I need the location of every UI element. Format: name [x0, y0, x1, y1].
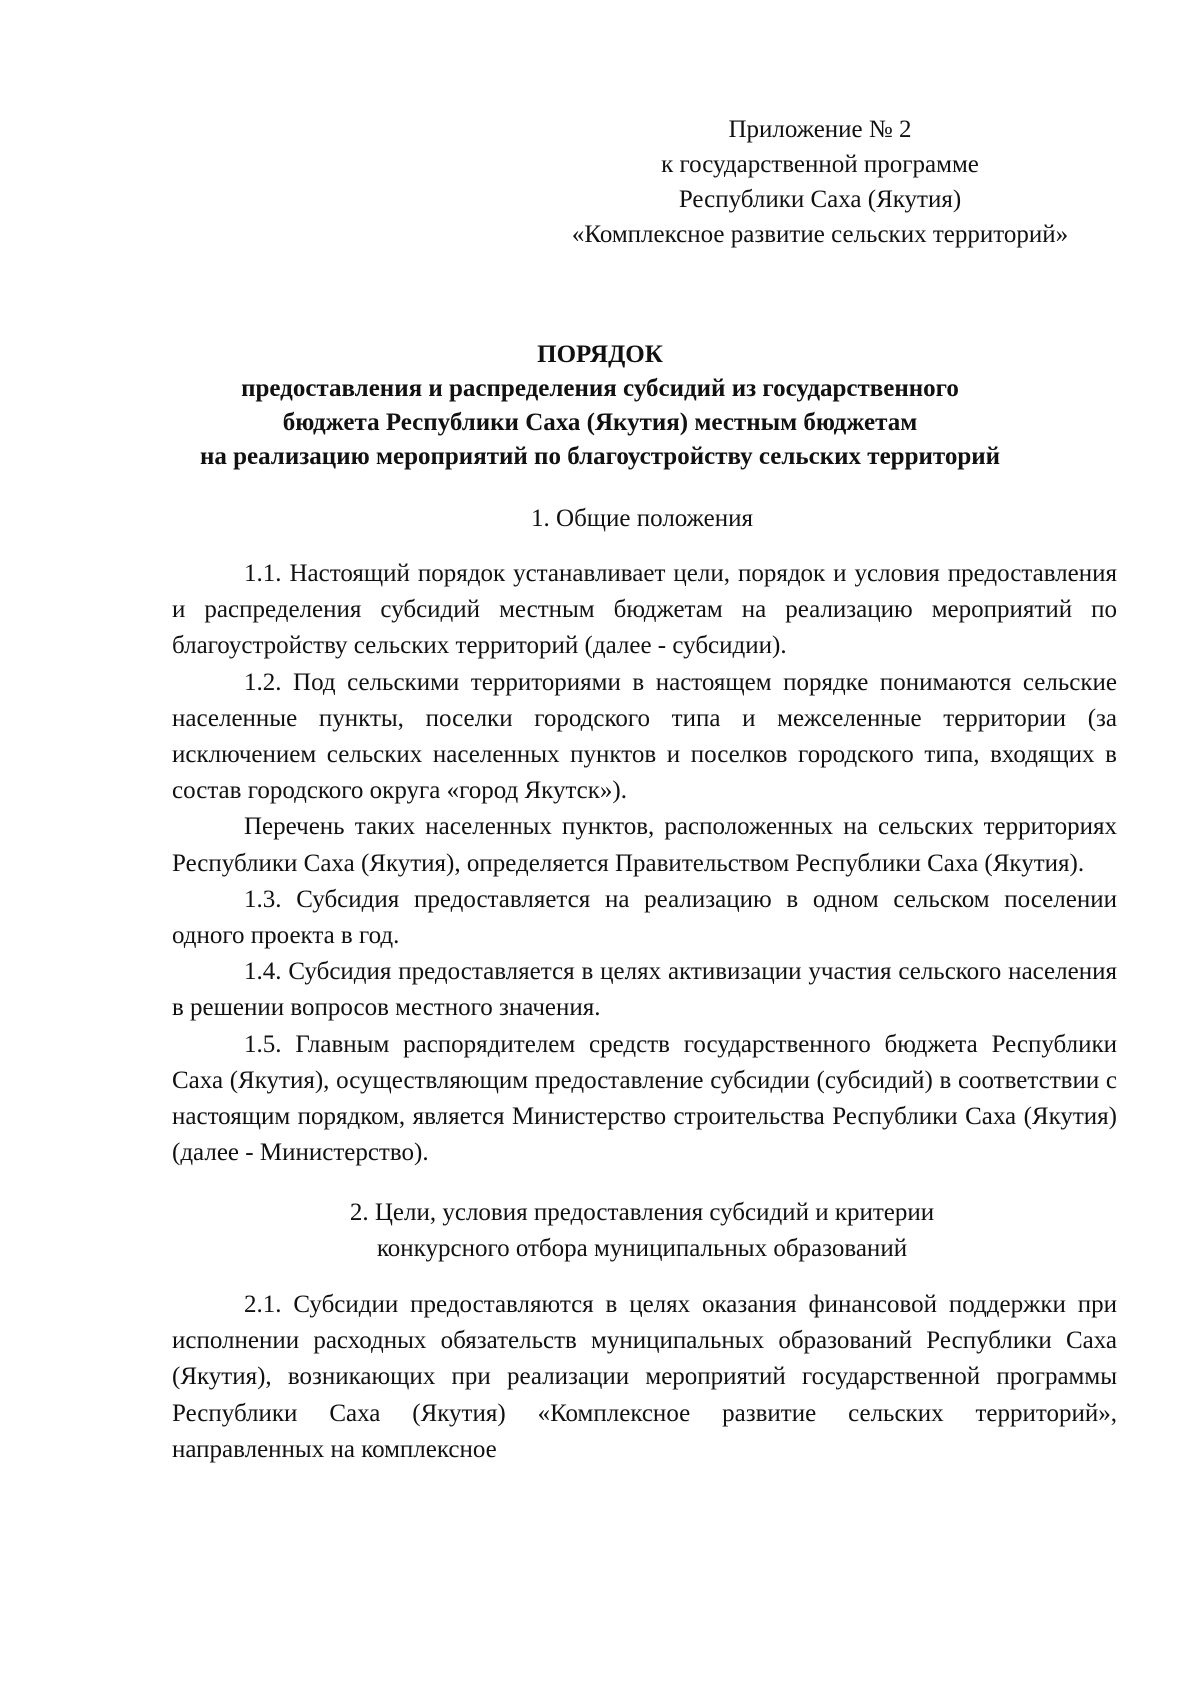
paragraph-1-2: 1.2. Под сельскими территориями в настоящем порядке понимаются сельские населенные пункты, поселки городского типа и межселенные территории (за исключением сельских населенных пунктов и поселков городского типа, входящих в состав городского округа «город Якутск»). [172, 668, 1117, 805]
annex-header [540, 112, 1100, 252]
section-2-body [172, 1287, 1117, 1468]
annex-reference: к государственной программе [661, 151, 979, 178]
section-2-heading-line-2: конкурсного отбора муниципальных образований [376, 1235, 908, 1262]
title-line-4: на реализацию мероприятий по благоустройству сельских территорий [199, 443, 1001, 470]
section-1-heading [170, 501, 1114, 537]
document-title [150, 338, 1050, 474]
paragraph-1-3: 1.3. Субсидия предоставляется на реализацию в одном сельском поселении одного проекта в год. [172, 885, 1117, 950]
paragraph-1-2-list: Перечень таких населенных пунктов, расположенных на сельских территориях Республики Саха (Якутия), определяется Правительством Республики Саха (Якутия). [172, 813, 1117, 877]
title-main: ПОРЯДОК [537, 341, 663, 368]
title-line-2: предоставления и распределения субсидий из государственного [241, 375, 959, 402]
section-1-body [172, 556, 1117, 1171]
annex-program-name: «Комплексное развитие сельских территорий» [571, 221, 1069, 248]
paragraph-1-1: 1.1. Настоящий порядок устанавливает цели, порядок и условия предоставления и распределения субсидий местным бюджетам на реализацию мероприятий по благоустройству сельских территорий (далее - субсидии). [172, 560, 1117, 660]
paragraph-2-1: 2.1. Субсидии предоставляются в целях оказания финансовой поддержки при исполнении расходных обязательств муниципальных образований Республики Саха (Якутия), возникающих при реализации мероприятий государственной программы Республики Саха (Якутия) «Комплексное развитие сельских территорий», направленных на комплексное [172, 1291, 1117, 1463]
annex-number: Приложение № 2 [728, 116, 912, 143]
section-2-heading [170, 1195, 1114, 1267]
title-line-3: бюджета Республики Саха (Якутия) местным бюджетам [282, 409, 918, 436]
paragraph-1-5: 1.5. Главным распорядителем средств государственного бюджета Республики Саха (Якутия), осуществляющим предоставление субсидии (субсидий) в соответствии с настоящим порядком, является Министерство строительства Республики Саха (Якутия) (далее - Министерство). [172, 1030, 1117, 1167]
section-2-heading-line-1: 2. Цели, условия предоставления субсидий и критерии [349, 1199, 935, 1226]
paragraph-1-4: 1.4. Субсидия предоставляется в целях активизации участия сельского населения в решении вопросов местного значения. [172, 958, 1117, 1022]
annex-republic: Республики Саха (Якутия) [678, 186, 962, 213]
section-1-heading-text: 1. Общие положения [531, 505, 753, 532]
